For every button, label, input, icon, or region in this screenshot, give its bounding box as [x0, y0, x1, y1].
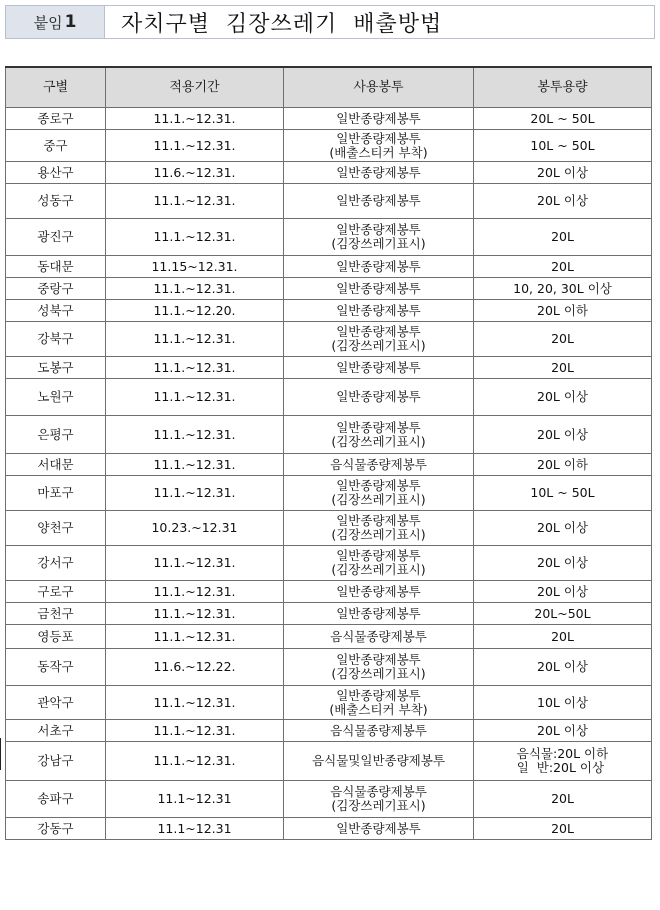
capacity-line: 20L 이상 [537, 193, 588, 208]
capacity-cell [474, 278, 652, 300]
bag-line: (김장쓰레기표시) [331, 236, 426, 251]
bag-cell [284, 108, 474, 130]
bag-cell [284, 476, 474, 511]
period-cell: 11.6.~12.31. [106, 162, 284, 184]
capacity-line: 20L [551, 820, 574, 836]
capacity-line: 20L~50L [534, 605, 591, 621]
page-title: 자치구별 김장쓰레기 배출방법 [121, 11, 443, 37]
bag-line: 일반종량제봉투 [336, 130, 421, 146]
period-cell: 11.1.~12.31. [106, 379, 284, 416]
table-header-row [6, 67, 652, 108]
table-row [6, 130, 652, 162]
capacity-cell [474, 322, 652, 357]
bag-cell [284, 686, 474, 720]
bag-line: 음식물종량제봉투 [330, 628, 427, 644]
bag-line: (김장쓰레기표시) [331, 798, 426, 813]
capacity-line: 20L 이상 [537, 389, 588, 404]
table-row [6, 686, 652, 720]
bag-line: 일반종량제봉투 [336, 478, 421, 493]
bag-line: 일반종량제봉투 [336, 110, 421, 126]
capacity-line: 20L 이상 [537, 520, 588, 535]
table-row [6, 454, 652, 476]
bag-line: (배출스티커 부착) [329, 144, 428, 160]
district-cell: 도봉구 [6, 357, 106, 379]
capacity-cell [474, 686, 652, 720]
period-cell: 11.1.~12.31. [106, 603, 284, 625]
bag-cell [284, 278, 474, 300]
column-header-period: 적용기간 [106, 67, 284, 108]
table-row [6, 379, 652, 416]
column-header-capacity: 봉투용량 [474, 67, 652, 108]
capacity-line: 20L 이하 [537, 302, 588, 318]
period-cell: 11.6.~12.22. [106, 649, 284, 686]
bag-line: (김장쓰레기표시) [331, 433, 426, 449]
district-cell: 강남구 [6, 742, 106, 781]
district-cell: 강서구 [6, 546, 106, 581]
table-body [6, 108, 652, 840]
capacity-line: 20L 이상 [537, 583, 588, 599]
bag-line: 일반종량제봉투 [336, 513, 421, 528]
district-cell: 구로구 [6, 581, 106, 603]
table-row [6, 649, 652, 686]
capacity-cell [474, 184, 652, 219]
capacity-line: 10, 20, 30L 이상 [513, 280, 612, 296]
bag-line: 일반종량제봉투 [336, 302, 421, 318]
district-cell: 양천구 [6, 511, 106, 546]
capacity-line: 20L [551, 359, 574, 375]
capacity-line: 10L ~ 50L [530, 137, 595, 153]
bag-line: 일반종량제봉투 [336, 419, 421, 435]
table-row [6, 818, 652, 840]
table-row [6, 720, 652, 742]
table-row [6, 278, 652, 300]
table-row [6, 322, 652, 357]
table-row [6, 184, 652, 219]
district-cell: 강동구 [6, 818, 106, 840]
period-cell: 11.1.~12.31. [106, 454, 284, 476]
table-row [6, 781, 652, 818]
bag-line: (김장쓰레기표시) [331, 562, 426, 577]
district-cell: 서대문 [6, 454, 106, 476]
table-row [6, 546, 652, 581]
column-header-district: 구별 [6, 67, 106, 108]
period-cell: 11.1.~12.31. [106, 184, 284, 219]
period-cell: 11.15~12.31. [106, 256, 284, 278]
table-row [6, 357, 652, 379]
capacity-line: 음식물:20L 이하 [516, 746, 609, 761]
bag-line: 일반종량제봉투 [336, 652, 421, 667]
bag-line: 일반종량제봉투 [336, 687, 421, 703]
capacity-line: 20L [551, 791, 574, 806]
district-cell: 종로구 [6, 108, 106, 130]
table-row [6, 416, 652, 454]
capacity-line: 10L 이상 [537, 694, 588, 710]
capacity-line: 20L [551, 258, 574, 274]
table-row [6, 581, 652, 603]
district-cell: 강북구 [6, 322, 106, 357]
period-cell: 11.1.~12.31. [106, 130, 284, 162]
district-cell: 중구 [6, 130, 106, 162]
capacity-cell [474, 781, 652, 818]
period-cell: 11.1.~12.31. [106, 546, 284, 581]
bag-line: 일반종량제봉투 [336, 359, 421, 375]
table-row [6, 511, 652, 546]
bag-line: 일반종량제봉투 [336, 164, 421, 180]
bag-line: 일반종량제봉투 [336, 280, 421, 296]
period-cell: 11.1~12.31 [106, 818, 284, 840]
table-row [6, 219, 652, 256]
district-cell: 용산구 [6, 162, 106, 184]
table-row [6, 476, 652, 511]
bag-line: 음식물종량제봉투 [330, 784, 427, 799]
period-cell: 11.1.~12.31. [106, 108, 284, 130]
capacity-line: 일 반:20L 이상 [516, 760, 605, 775]
capacity-line: 20L 이하 [537, 456, 588, 472]
bag-cell [284, 649, 474, 686]
table-row [6, 108, 652, 130]
capacity-cell [474, 581, 652, 603]
capacity-cell [474, 649, 652, 686]
bag-line: (김장쓰레기표시) [331, 492, 426, 507]
page-edge-mark [0, 738, 1, 770]
period-cell: 11.1.~12.31. [106, 581, 284, 603]
period-cell: 11.1.~12.31. [106, 476, 284, 511]
bag-cell [284, 416, 474, 454]
capacity-line: 10L ~ 50L [530, 485, 595, 500]
capacity-cell [474, 742, 652, 781]
attachment-badge [5, 5, 105, 39]
attachment-number: 1 [64, 12, 77, 32]
capacity-line: 20L 이상 [537, 722, 588, 738]
capacity-cell [474, 357, 652, 379]
bag-cell [284, 219, 474, 256]
capacity-line: 20L ~ 50L [530, 110, 595, 126]
bag-cell [284, 581, 474, 603]
table-row [6, 625, 652, 649]
district-cell: 영등포 [6, 625, 106, 649]
period-cell: 11.1.~12.31. [106, 625, 284, 649]
column-header-bag: 사용봉투 [284, 67, 474, 108]
bag-line: 음식물종량제봉투 [330, 456, 427, 472]
district-cell: 성북구 [6, 300, 106, 322]
bag-line: 일반종량제봉투 [336, 605, 421, 621]
capacity-line: 20L [551, 331, 574, 346]
capacity-cell [474, 603, 652, 625]
district-cell: 마포구 [6, 476, 106, 511]
bag-line: 음식물및일반종량제봉투 [312, 753, 445, 768]
capacity-cell [474, 108, 652, 130]
period-cell: 11.1.~12.31. [106, 416, 284, 454]
capacity-cell [474, 130, 652, 162]
period-cell: 11.1.~12.31. [106, 686, 284, 720]
bag-cell [284, 454, 474, 476]
capacity-line: 20L [551, 628, 574, 644]
bag-cell [284, 818, 474, 840]
bag-line: 일반종량제봉투 [336, 820, 421, 836]
period-cell: 10.23.~12.31 [106, 511, 284, 546]
bag-cell [284, 603, 474, 625]
capacity-cell [474, 416, 652, 454]
bag-cell [284, 742, 474, 781]
bag-cell [284, 162, 474, 184]
bag-cell [284, 130, 474, 162]
capacity-cell [474, 625, 652, 649]
period-cell: 11.1.~12.31. [106, 742, 284, 781]
period-cell: 11.1.~12.31. [106, 219, 284, 256]
table-row [6, 603, 652, 625]
table-row [6, 742, 652, 781]
bag-cell [284, 625, 474, 649]
period-cell: 11.1.~12.20. [106, 300, 284, 322]
period-cell: 11.1.~12.31. [106, 720, 284, 742]
table-row [6, 162, 652, 184]
capacity-cell [474, 379, 652, 416]
bag-cell [284, 781, 474, 818]
bag-cell [284, 720, 474, 742]
bag-cell [284, 511, 474, 546]
capacity-cell [474, 720, 652, 742]
district-cell: 노원구 [6, 379, 106, 416]
capacity-cell [474, 476, 652, 511]
capacity-line: 20L [551, 229, 574, 244]
capacity-cell [474, 546, 652, 581]
capacity-line: 20L 이상 [537, 426, 588, 442]
capacity-cell [474, 454, 652, 476]
capacity-line: 20L 이상 [537, 659, 588, 674]
bag-line: 일반종량제봉투 [336, 193, 421, 208]
capacity-cell [474, 818, 652, 840]
bag-cell [284, 379, 474, 416]
bag-cell [284, 546, 474, 581]
district-cell: 중랑구 [6, 278, 106, 300]
district-cell: 서초구 [6, 720, 106, 742]
bag-line: (김장쓰레기표시) [331, 666, 426, 681]
disposal-table [5, 66, 652, 840]
bag-line: (김장쓰레기표시) [331, 338, 426, 353]
attachment-label: 붙임 [33, 13, 63, 32]
period-cell: 11.1.~12.31. [106, 278, 284, 300]
capacity-cell [474, 300, 652, 322]
bag-cell [284, 322, 474, 357]
period-cell: 11.1.~12.31. [106, 357, 284, 379]
district-cell: 은평구 [6, 416, 106, 454]
bag-line: 일반종량제봉투 [336, 222, 421, 237]
bag-cell [284, 184, 474, 219]
table-row [6, 256, 652, 278]
district-cell: 성동구 [6, 184, 106, 219]
bag-line: 음식물종량제봉투 [330, 722, 427, 738]
capacity-cell [474, 162, 652, 184]
bag-line: (배출스티커 부착) [329, 701, 428, 717]
table-row [6, 300, 652, 322]
bag-line: 일반종량제봉투 [336, 583, 421, 599]
bag-line: 일반종량제봉투 [336, 389, 421, 404]
bag-cell [284, 256, 474, 278]
bag-line: 일반종량제봉투 [336, 258, 421, 274]
district-cell: 관악구 [6, 686, 106, 720]
header [5, 5, 655, 39]
capacity-line: 20L 이상 [537, 555, 588, 570]
capacity-cell [474, 511, 652, 546]
district-cell: 광진구 [6, 219, 106, 256]
bag-line: (김장쓰레기표시) [331, 527, 426, 542]
capacity-cell [474, 219, 652, 256]
bag-cell [284, 300, 474, 322]
capacity-cell [474, 256, 652, 278]
period-cell: 11.1~12.31 [106, 781, 284, 818]
period-cell: 11.1.~12.31. [106, 322, 284, 357]
capacity-line: 20L 이상 [537, 164, 588, 180]
district-cell: 금천구 [6, 603, 106, 625]
bag-line: 일반종량제봉투 [336, 324, 421, 339]
district-cell: 송파구 [6, 781, 106, 818]
bag-cell [284, 357, 474, 379]
bag-line: 일반종량제봉투 [336, 548, 421, 563]
title-box [105, 5, 655, 39]
district-cell: 동대문 [6, 256, 106, 278]
district-cell: 동작구 [6, 649, 106, 686]
